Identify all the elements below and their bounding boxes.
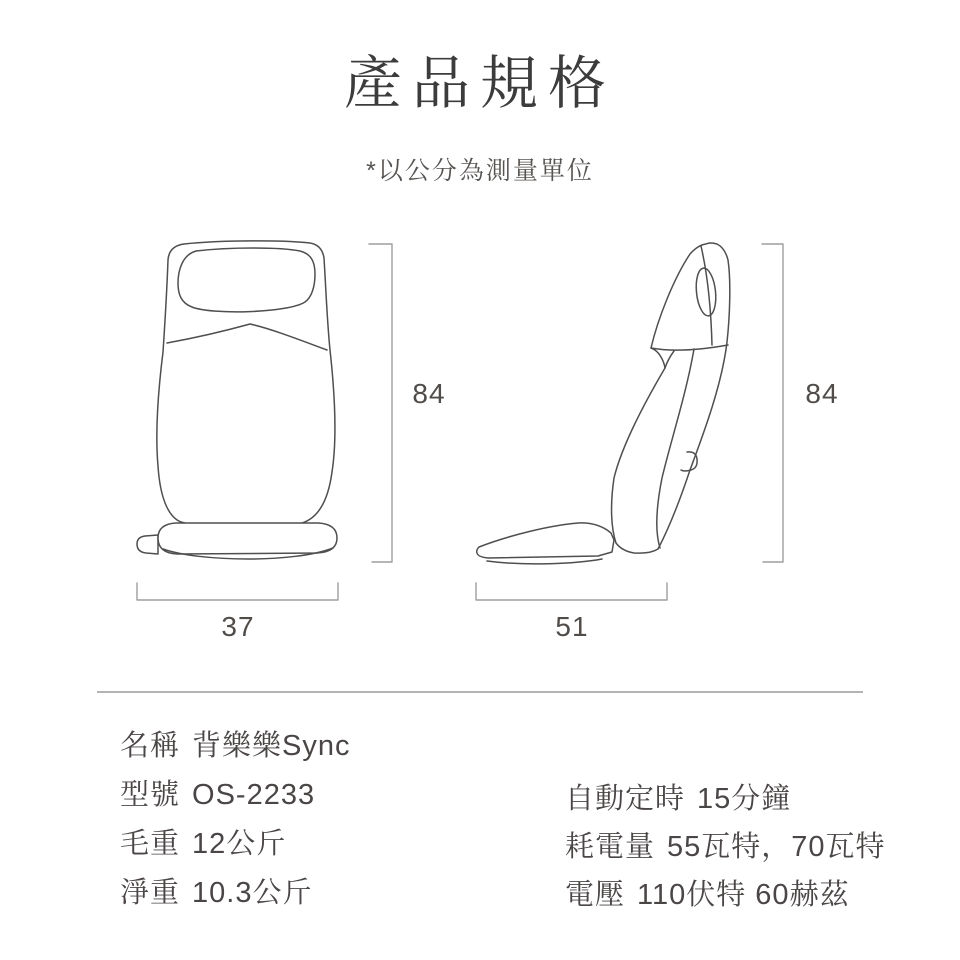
spec-label: 耗電量 [565, 831, 656, 863]
spec-value: 15分鐘 [697, 783, 792, 815]
side-height-bracket [762, 244, 783, 562]
spec-value: 110伏特 60赫茲 [637, 879, 850, 911]
spec-value: OS-2233 [192, 779, 316, 811]
spec-column-right [565, 775, 886, 919]
spec-row-voltage [565, 871, 886, 919]
side-depth-label: 51 [555, 611, 589, 642]
front-height-bracket [369, 244, 392, 562]
spec-value: 55瓦特，70瓦特 [667, 831, 886, 863]
page-title: 產品規格 [343, 51, 616, 116]
spec-label: 型號 [120, 779, 181, 811]
spec-label: 毛重 [120, 828, 181, 860]
spec-value: 10.3公斤 [192, 877, 313, 909]
front-height-label: 84 [412, 378, 446, 409]
side-depth-bracket [476, 583, 667, 600]
spec-row-auto-timer [565, 775, 886, 823]
spec-row-power-consumption [565, 823, 886, 871]
spec-label: 名稱 [120, 730, 181, 762]
spec-row-name [120, 722, 351, 771]
spec-value: 背樂樂Sync [192, 730, 351, 762]
spec-label: 淨重 [120, 877, 181, 909]
front-width-label: 37 [221, 611, 255, 642]
side-view-drawing [477, 243, 730, 564]
front-width-bracket [137, 583, 338, 600]
page-subtitle: *以公分為測量單位 [366, 157, 594, 185]
spec-value: 12公斤 [192, 828, 287, 860]
spec-label: 電壓 [565, 879, 626, 911]
spec-column-left [120, 722, 351, 918]
side-height-label: 84 [805, 378, 839, 409]
spec-row-model [120, 771, 351, 820]
spec-row-gross-weight [120, 820, 351, 869]
spec-label: 自動定時 [565, 783, 686, 815]
product-drawings [80, 225, 880, 645]
section-divider [97, 691, 863, 693]
spec-row-net-weight [120, 869, 351, 918]
front-view-drawing [137, 241, 337, 559]
